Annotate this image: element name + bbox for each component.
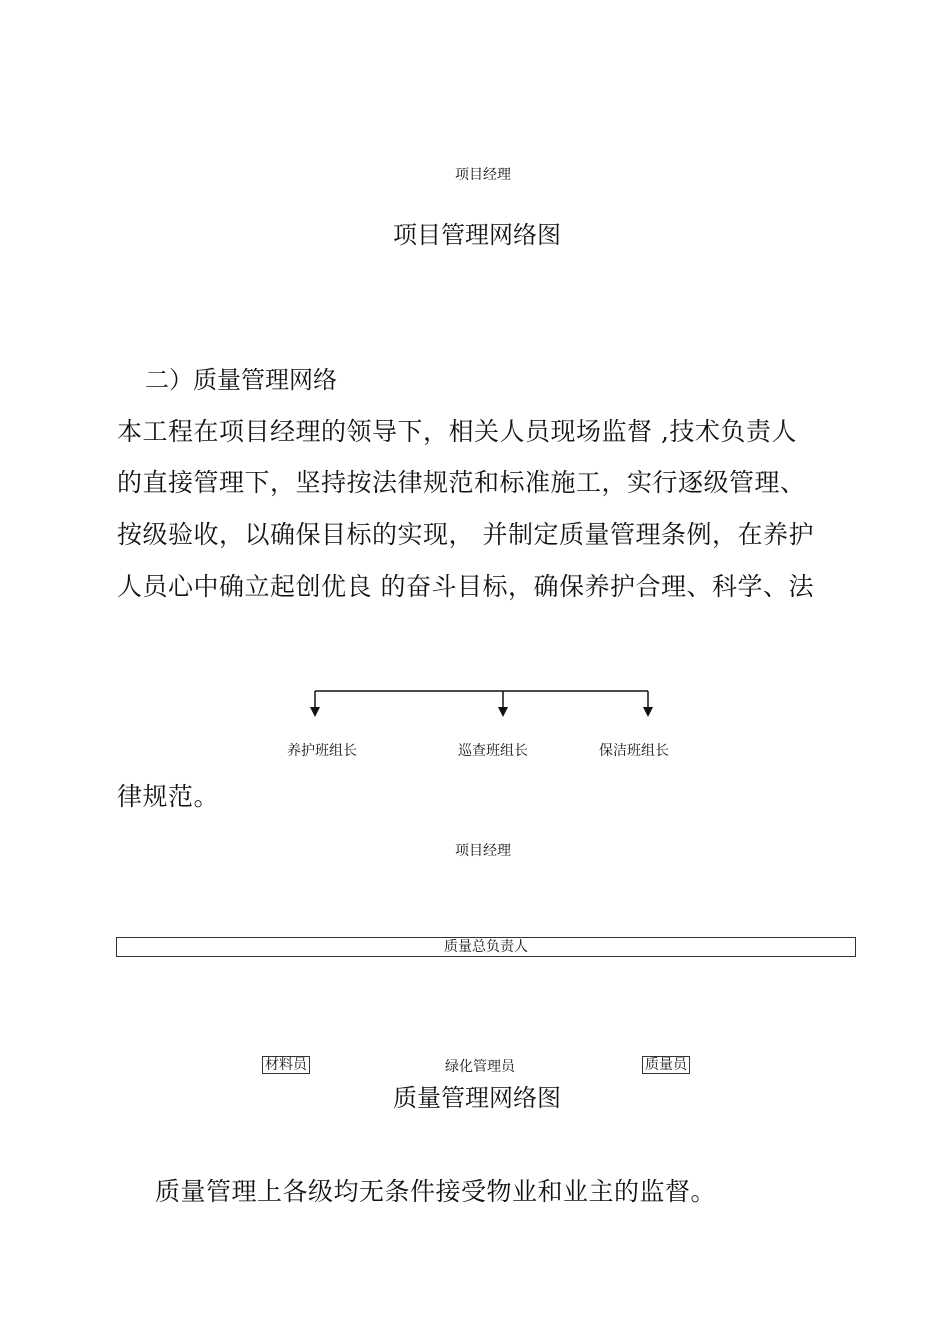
quality-project-manager-node: 项目经理 bbox=[455, 843, 511, 859]
paragraph-line-2: 的直接管理下，坚持按法律规范和标准施工，实行逐级管理、 bbox=[117, 468, 806, 497]
project-management-caption: 项目管理网络图 bbox=[393, 221, 561, 249]
staff-materials: 材料员 bbox=[262, 1056, 310, 1074]
team-leader-maintenance: 养护班组长 bbox=[287, 743, 357, 759]
paragraph-line-3: 按级验收，以确保目标的实现， 并制定质量管理条例，在养护 bbox=[117, 520, 814, 549]
staff-quality-inspector: 质量员 bbox=[642, 1056, 690, 1074]
paragraph-line-4: 人员心中确立起创优良 的奋斗目标，确保养护合理、科学、法 bbox=[117, 572, 814, 601]
closing-line: 质量管理上各级均无条件接受物业和业主的监督。 bbox=[155, 1177, 717, 1206]
arrow-down-icon bbox=[643, 707, 653, 717]
staff-greening-manager: 绿化管理员 bbox=[445, 1059, 515, 1075]
paragraph-line-1: 本工程在项目经理的领导下，相关人员现场监督 ,技术负责人 bbox=[117, 417, 797, 446]
arrow-down-icon bbox=[310, 707, 320, 717]
project-manager-node: 项目经理 bbox=[455, 167, 511, 183]
paragraph-line-5: 律规范。 bbox=[117, 782, 220, 811]
arrow-down-icon bbox=[498, 707, 508, 717]
quality-management-caption: 质量管理网络图 bbox=[393, 1084, 561, 1112]
quality-chief-box bbox=[116, 937, 856, 957]
team-leader-cleaning: 保洁班组长 bbox=[599, 743, 669, 759]
section-heading: 二）质量管理网络 bbox=[145, 366, 337, 394]
quality-chief-label: 质量总负责人 bbox=[444, 939, 528, 955]
team-leader-patrol: 巡查班组长 bbox=[458, 743, 528, 759]
